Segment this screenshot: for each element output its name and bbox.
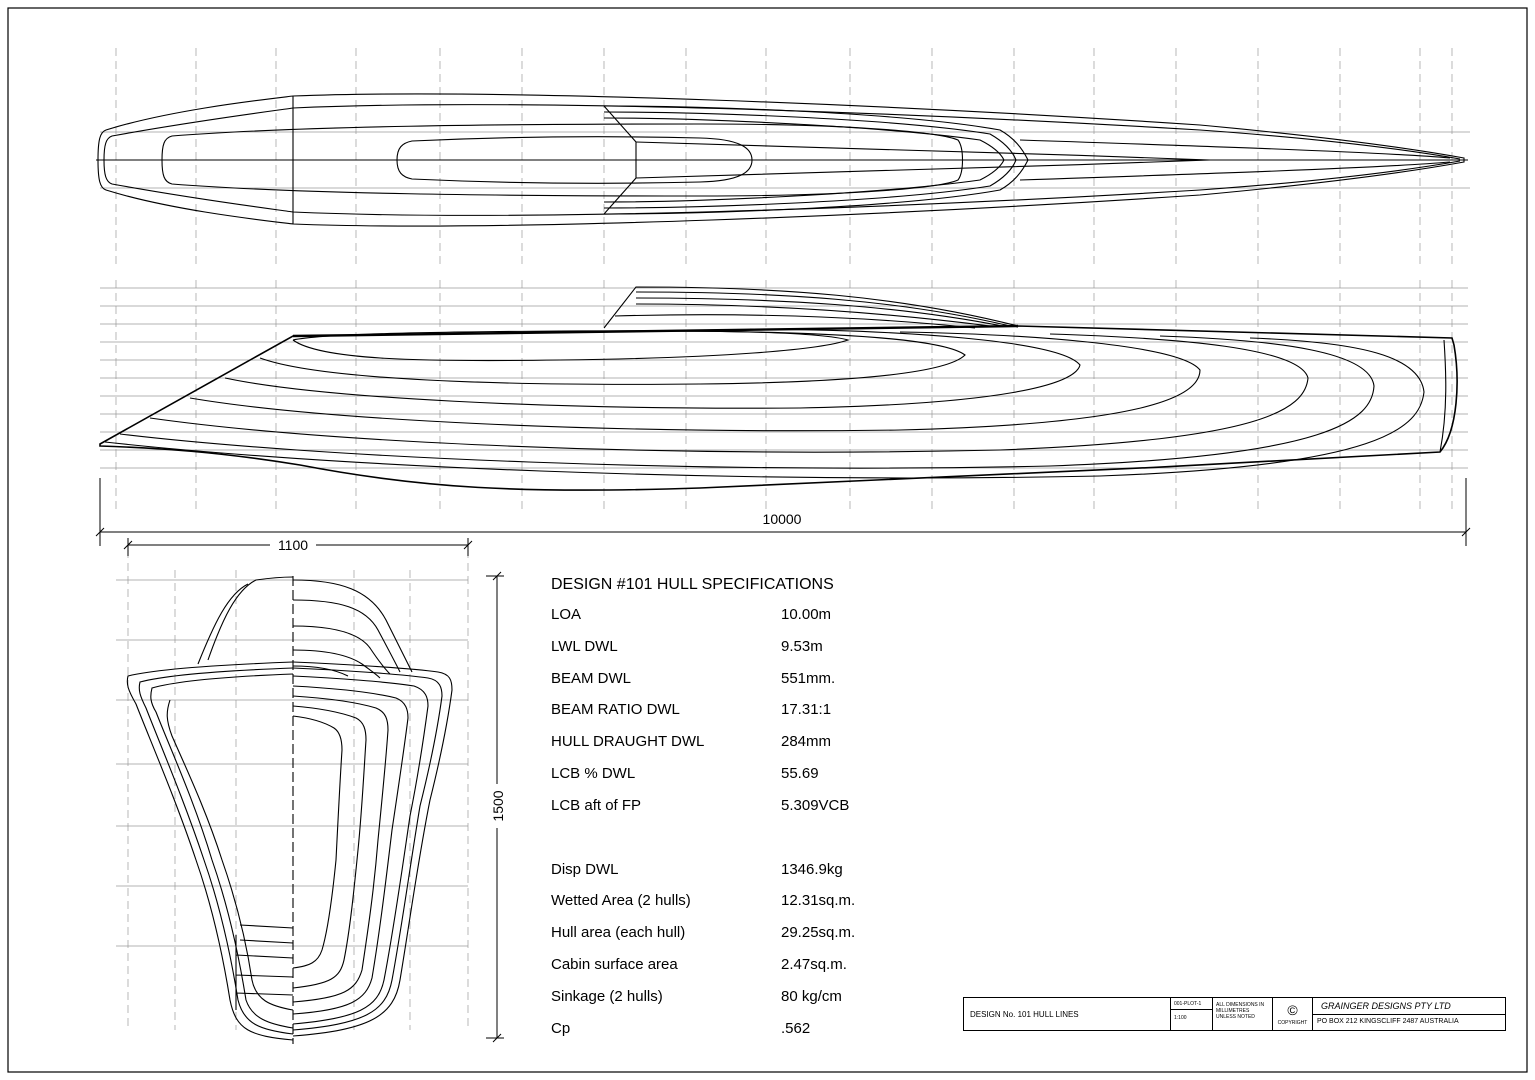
spec-value: 1346.9kg (781, 860, 843, 878)
spec-label: LCB aft of FP (551, 796, 642, 814)
body-plan-view (116, 538, 504, 1044)
spec-label: BEAM RATIO DWL (551, 701, 680, 719)
spec-row (551, 919, 971, 951)
spec-value: 2.47sq.m. (781, 955, 847, 973)
spec-value: 55.69 (781, 764, 819, 782)
company-name: GRAINGER DESIGNS PTY LTD (1321, 1001, 1451, 1011)
spec-row (551, 665, 971, 697)
spec-value: 10.00m (781, 606, 832, 623)
spec-label: Hull area (each hull) (551, 924, 686, 942)
title-block-drawing-cell (964, 998, 1171, 1030)
hull-specifications (551, 575, 971, 1046)
overall-length-label: 10000 (762, 511, 802, 527)
spec-row (551, 887, 971, 919)
spec-label: HULL DRAUGHT DWL (551, 733, 705, 751)
spec-row (551, 983, 971, 1015)
spec-value: 9.53m (781, 637, 823, 655)
spec-value: 5.309VCB (781, 796, 850, 814)
specs-title: DESIGN #101 HULL SPECIFICATIONS (551, 576, 834, 593)
spec-value: .562 (781, 1019, 811, 1037)
profile-view (100, 280, 1468, 512)
spec-row (551, 1015, 971, 1047)
body-plan-outlines (127, 576, 452, 1044)
drawing-scale: 1:100 (1174, 1015, 1187, 1021)
spec-value: 29.25sq.m. (781, 924, 856, 942)
title-block (963, 997, 1506, 1031)
spec-row (551, 601, 971, 633)
spec-value: 17.31:1 (781, 701, 832, 719)
title-block-notes-cell (1213, 998, 1273, 1030)
title-block-copyright-cell (1273, 998, 1313, 1030)
profile-view-outlines (100, 287, 1457, 490)
spec-label: Wetted Area (2 hulls) (551, 892, 691, 910)
spec-row (551, 856, 971, 888)
copyright-label: COPYRIGHT (1277, 1020, 1308, 1026)
drawing-title: DESIGN No. 101 HULL LINES (970, 1010, 1079, 1019)
drawing-number: 001-PLOT-1 (1174, 1001, 1202, 1007)
dimension-note: ALL DIMENSIONS IN MILLIMETRES UNLESS NOTED (1216, 1002, 1265, 1020)
spec-label: Sinkage (2 hulls) (551, 987, 663, 1005)
title-block-company-cell (1313, 998, 1505, 1030)
spec-value: 551mm. (781, 669, 836, 687)
spec-value: 80 kg/cm (781, 987, 842, 1005)
spec-row (551, 951, 971, 983)
spec-label: Disp DWL (551, 860, 619, 878)
title-block-number-cell (1171, 998, 1213, 1030)
spec-label: LCB % DWL (551, 764, 636, 782)
section-height-label: 1500 (490, 790, 506, 822)
spec-label: BEAM DWL (551, 669, 632, 687)
plan-view (96, 48, 1470, 268)
spec-spacer (551, 824, 971, 856)
spec-row (551, 792, 971, 824)
copyright-icon: © (1287, 1002, 1298, 1018)
section-width-label: 1100 (277, 537, 309, 553)
spec-value: 284mm (781, 733, 832, 751)
spec-row (551, 728, 971, 760)
spec-label: Cabin surface area (551, 955, 678, 973)
spec-row (551, 633, 971, 665)
spec-row (551, 760, 971, 792)
spec-value: 12.31sq.m. (781, 892, 856, 910)
spec-row (551, 696, 971, 728)
plan-view-grid (100, 48, 1470, 268)
spec-label: LOA (551, 606, 582, 623)
plan-view-outlines (96, 94, 1468, 226)
spec-label: Cp (551, 1019, 571, 1037)
spec-label: LWL DWL (551, 637, 618, 655)
company-address: PO BOX 212 KINGSCLIFF 2487 AUSTRALIA (1317, 1018, 1459, 1025)
